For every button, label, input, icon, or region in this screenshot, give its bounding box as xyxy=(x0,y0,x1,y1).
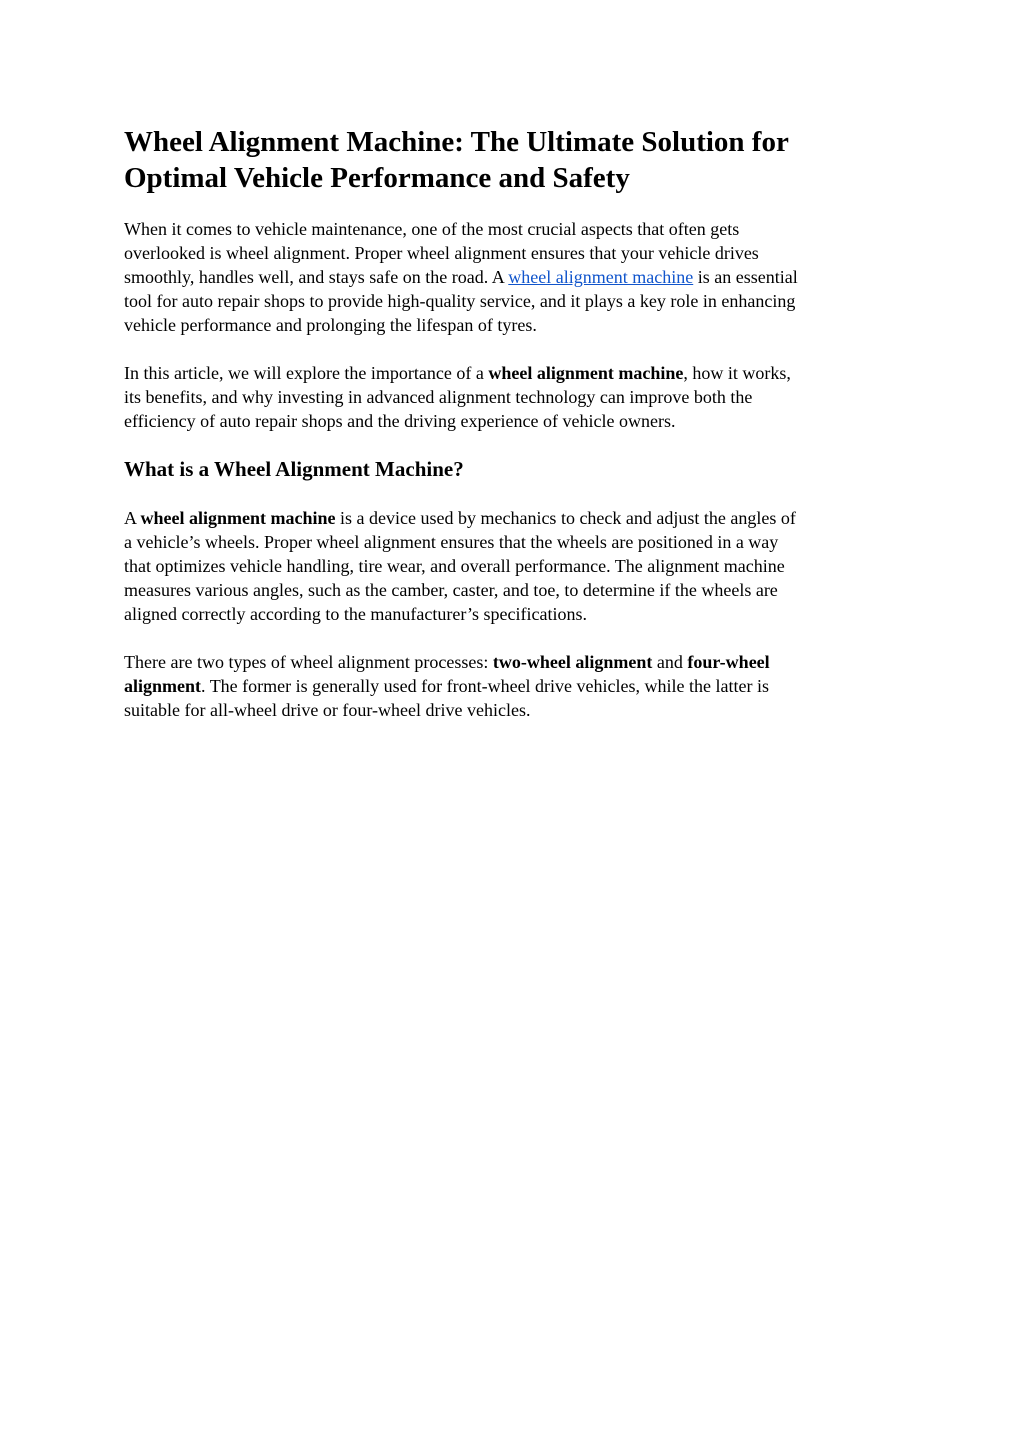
paragraph-line: tool for auto repair shops to provide high-quality service, and it plays a key role in enhancing xyxy=(124,291,796,311)
page-title-line: Wheel Alignment Machine: The Ultimate Solution for xyxy=(124,126,789,158)
text-run: In this article, we will explore the importance of a xyxy=(124,363,489,383)
paragraph-line xyxy=(124,506,914,530)
paragraph-line: aligned correctly according to the manufacturer’s specifications. xyxy=(124,604,587,624)
text-run: smoothly, handles well, and stays safe on the road. A xyxy=(124,267,509,287)
paragraph-line: vehicle performance and prolonging the lifespan of tyres. xyxy=(124,315,537,335)
bold-term: wheel alignment machine xyxy=(140,508,336,528)
paragraph-line xyxy=(124,265,914,289)
bold-term: four-wheel xyxy=(687,652,770,672)
paragraph-line: overlooked is wheel alignment. Proper wheel alignment ensures that your vehicle drives xyxy=(124,243,759,263)
paragraph-line: measures various angles, such as the camber, caster, and toe, to determine if the wheels are xyxy=(124,580,778,600)
paragraph-line xyxy=(124,361,914,385)
intro-paragraph xyxy=(124,217,914,337)
document-page xyxy=(124,124,914,722)
text-run: is an essential xyxy=(693,267,798,287)
text-run: and xyxy=(652,652,688,672)
article-overview-paragraph xyxy=(124,361,914,433)
paragraph-line: When it comes to vehicle maintenance, one of the most crucial aspects that often gets xyxy=(124,219,740,239)
paragraph-line: a vehicle’s wheels. Proper wheel alignment ensures that the wheels are positioned in a way xyxy=(124,532,779,552)
text-run: There are two types of wheel alignment processes: xyxy=(124,652,493,672)
bold-term: alignment xyxy=(124,676,202,696)
paragraph-line: efficiency of auto repair shops and the driving experience of vehicle owners. xyxy=(124,411,676,431)
paragraph-line: that optimizes vehicle handling, tire wear, and overall performance. The alignment machine xyxy=(124,556,785,576)
text-run: , how it works, xyxy=(683,363,791,383)
paragraph-line xyxy=(124,674,914,698)
alignment-types-paragraph xyxy=(124,650,914,722)
bold-term: wheel alignment machine xyxy=(488,363,684,383)
text-run: . The former is generally used for front-wheel drive vehicles, while the latter is xyxy=(201,676,769,696)
paragraph-line: its benefits, and why investing in advanced alignment technology can improve both the xyxy=(124,387,753,407)
page-title xyxy=(124,124,914,196)
paragraph-line: suitable for all-wheel drive or four-wheel drive vehicles. xyxy=(124,700,531,720)
paragraph-line xyxy=(124,650,914,674)
text-run: is a device used by mechanics to check and adjust the angles of xyxy=(335,508,796,528)
wheel-alignment-machine-link[interactable]: wheel alignment machine xyxy=(508,267,694,287)
bold-term: two-wheel alignment xyxy=(492,652,653,672)
definition-paragraph xyxy=(124,506,914,626)
text-run: A xyxy=(124,508,141,528)
page-title-line: Optimal Vehicle Performance and Safety xyxy=(124,162,630,194)
section-heading: What is a Wheel Alignment Machine? xyxy=(124,457,464,481)
